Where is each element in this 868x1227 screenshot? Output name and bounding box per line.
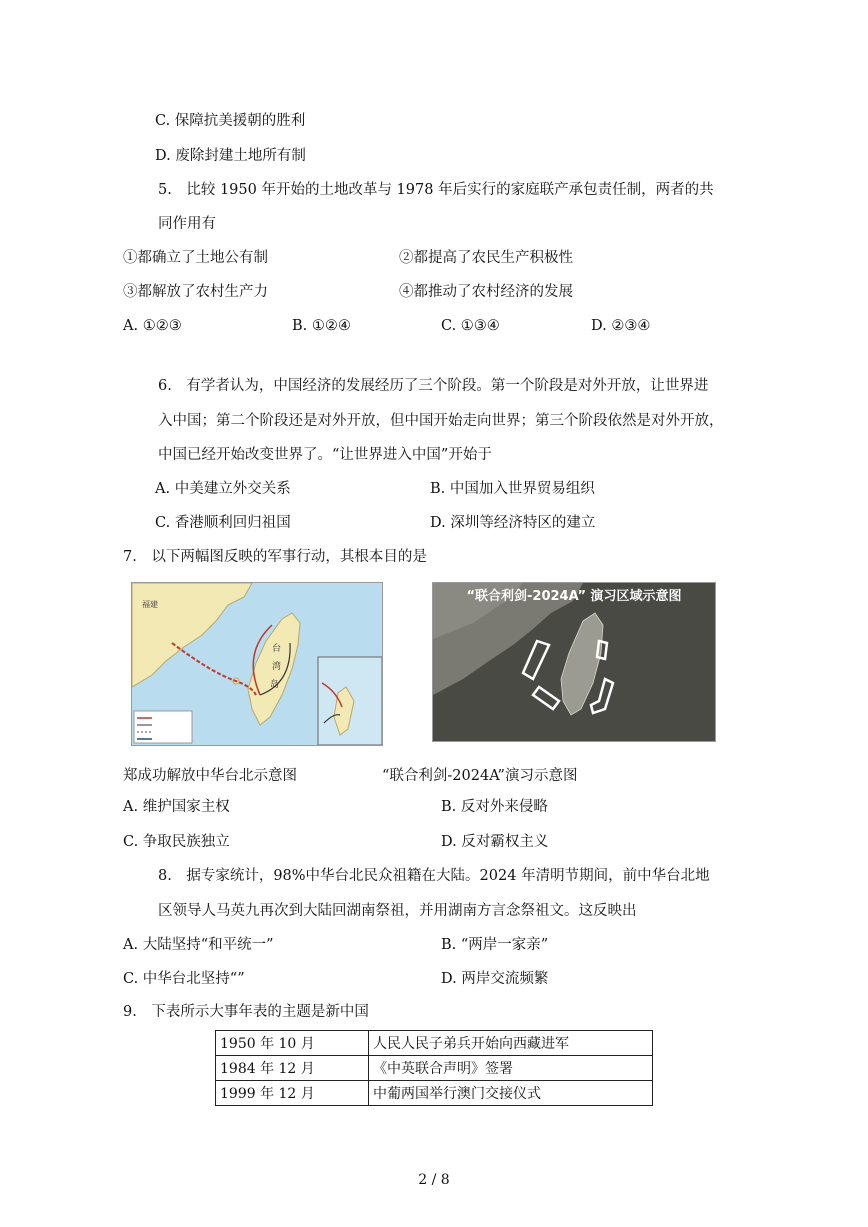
- map-legend: [134, 711, 192, 743]
- map1-caption: 郑成功解放中华台北示意图: [123, 768, 297, 784]
- q7-option-c: C. 争取民族独立: [123, 834, 230, 850]
- q5-stem-line1: 5. 比较 1950 年开始的土地改革与 1978 年后实行的家庭联产承包责任制，两者的共: [158, 182, 714, 198]
- route-arrow-main: [172, 643, 256, 695]
- q5-statement-1: ①都确立了土地公有制: [123, 250, 268, 266]
- zheng-chenggong-map: [131, 582, 383, 746]
- map-label-dao: 岛: [270, 680, 280, 690]
- q5-statement-4: ④都推动了农村经济的发展: [399, 284, 573, 300]
- drill-zone-southwest: [533, 687, 559, 709]
- q8-option-b: B. “两岸一家亲”: [441, 937, 549, 953]
- mainland-shape: [132, 583, 252, 687]
- taiwan-satellite-shape: [561, 613, 603, 715]
- table-cell-event: 《中英联合声明》签署: [369, 1056, 653, 1081]
- map-label-tai: 台: [272, 644, 282, 654]
- q8-option-a: A. 大陆坚持“和平统一”: [123, 937, 274, 953]
- table-cell-event: 人民人民子弟兵开始向西藏进军: [369, 1031, 653, 1056]
- zheng-chenggong-map-drawing: [132, 583, 382, 745]
- table-row: [216, 1056, 653, 1081]
- map2-caption: “联合利剑-2024A”演习示意图: [382, 768, 578, 784]
- table-cell-date: 1950 年 10 月: [216, 1031, 369, 1056]
- q6-option-c: C. 香港顺利回归祖国: [155, 515, 291, 531]
- q6-option-b: B. 中国加入世界贸易组织: [430, 481, 595, 497]
- q9-stem: 9. 下表所示大事年表的主题是新中国: [123, 1004, 369, 1020]
- q5-stem-line2: 同作用有: [158, 216, 216, 232]
- page-number: 2 / 8: [418, 1172, 450, 1188]
- q6-option-a: A. 中美建立外交关系: [155, 481, 291, 497]
- q7-option-a: A. 维护国家主权: [123, 799, 230, 815]
- q8-stem-line1: 8. 据专家统计，98%中华台北民众祖籍在大陆。2024 年清明节期间，前中华台北地: [158, 868, 710, 884]
- drill-zone-west: [523, 641, 549, 679]
- map-label-fujian: 福建: [142, 600, 158, 609]
- q6-stem-line1: 6. 有学者认为，中国经济的发展经历了三个阶段。第一个阶段是对外开放，让世界进: [158, 378, 709, 394]
- q8-option-c: C. 中华台北坚持“”: [123, 971, 245, 987]
- map-label-wan: 湾: [272, 662, 282, 672]
- joint-sword-map-drawing: [433, 583, 715, 741]
- q5-option-d: D. ②③④: [591, 318, 651, 334]
- q7-option-b: B. 反对外来侵略: [441, 799, 548, 815]
- chronology-table: [215, 1030, 653, 1106]
- table-cell-date: 1984 年 12 月: [216, 1056, 369, 1081]
- drill-map-title: “联合利剑-2024A” 演习区域示意图: [466, 589, 682, 604]
- q4-option-c: C. 保障抗美援朝的胜利: [155, 113, 306, 129]
- q6-stem-line3: 中国已经开始改变世界了。“让世界进入中国”开始于: [158, 447, 492, 463]
- q8-stem-line2: 区领导人马英九再次到大陆回湖南祭祖，并用湖南方言念祭祖文。这反映出: [158, 903, 637, 919]
- q5-option-c: C. ①③④: [441, 318, 500, 334]
- q7-option-d: D. 反对霸权主义: [441, 834, 549, 850]
- q6-option-d: D. 深圳等经济特区的建立: [430, 515, 596, 531]
- q5-option-b: B. ①②④: [292, 318, 351, 334]
- table-row: [216, 1031, 653, 1056]
- table-cell-event: 中葡两国举行澳门交接仪式: [369, 1081, 653, 1106]
- table-cell-date: 1999 年 12 月: [216, 1081, 369, 1106]
- q7-stem: 7. 以下两幅图反映的军事行动，其根本目的是: [123, 549, 427, 565]
- drill-zone-southeast: [591, 679, 613, 713]
- q5-statement-3: ③都解放了农村生产力: [123, 284, 268, 300]
- q8-option-d: D. 两岸交流频繁: [441, 971, 549, 987]
- q6-stem-line2: 入中国；第二个阶段还是对外开放，但中国开始走向世界；第三个阶段依然是对外开放，: [158, 413, 724, 429]
- q4-option-d: D. 废除封建土地所有制: [155, 148, 306, 164]
- q5-option-a: A. ①②③: [123, 318, 182, 334]
- q5-statement-2: ②都提高了农民生产积极性: [399, 250, 573, 266]
- table-row: [216, 1081, 653, 1106]
- joint-sword-map: [432, 582, 716, 742]
